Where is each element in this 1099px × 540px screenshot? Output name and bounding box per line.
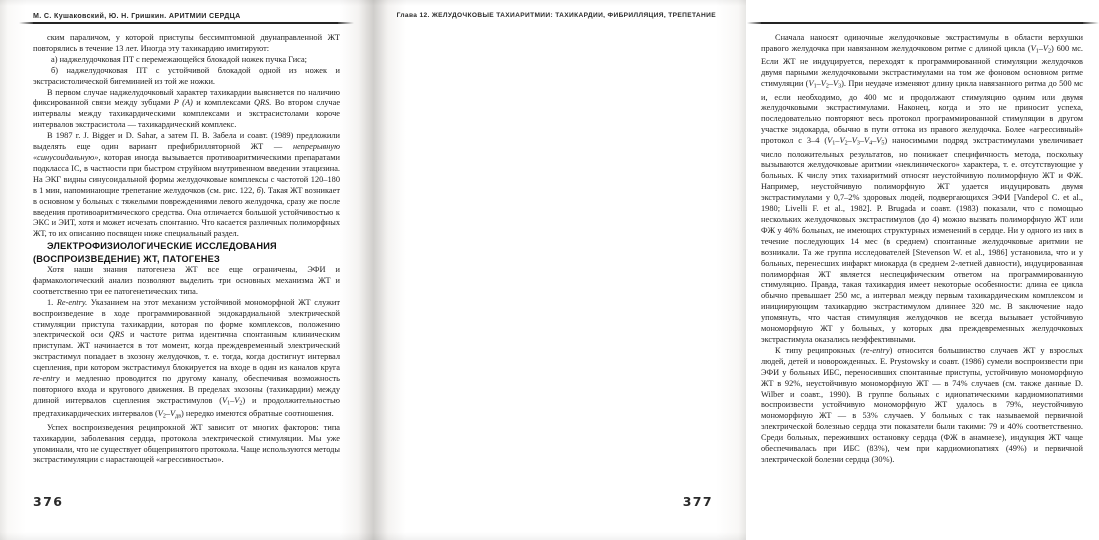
list-item: б) наджелудочковая ПТ с устойчивой блокадой одной из ножек и экстрасистолической бигеминией из той же ножки. [33,65,340,86]
header-rule-right [761,22,1083,24]
folio-right: 377 [682,494,713,509]
paragraph: Хотя наши знания патогенеза ЖТ все еще ограничены, ЭФИ и фармакологический анализ позволяют выделить три основных механизма ЖТ и соответственно три ее патогенетических типа. [33,265,340,296]
emphasis: б [256,185,261,195]
paragraph: 1. Re-entry. Указанием на этот механизм устойчивой мономорфной ЖТ служит воспроизведение в ходе программированной эндокардиальной электрической стимуляции приступа тахикардии, которая по форме комплексов, положению электрической оси QRS и частоте ритма идентична спонтанным клиническим приступам. ЖТ начинается в тот момент, когда преждевременный электрический экстрастимул попадает в эхозону желудочков, т. е. тогда, когда достигнут интервал сцепления, при котором экстрастимул блокируется на входе в один из каналов круга re-entry и медленно проводится по другому каналу, обеспечивая возможность повторного входа и кругового движения. В пределах эхозоны (тахикардии) между длиной интервалов сцепления экстрастимулов $(V_1-V_2)$ и продолжительностью предтахикардических интервалов $(V_2-V_{дв})$ нередко имеются обратные соотношения. [33,297,341,420]
left-page-text-column [33,33,340,466]
paragraph: В 1987 г. J. Bigger и D. Sahar, а затем П. В. Забела и соавт. (1989) предложили выделять еще один вариант префибрилляторной ЖТ — непрерывную «синусоидальную», которая иногда вызывается противоаритмическими препаратами подкласса IC, в частности при быстром струйном внутривенном введении этацизина. На ЭКГ видны синусоидальной формы желудочковые комплексы с частотой 120–180 в 1 мин, напоминающие трепетание желудочков (см. рис. 122, б). Такая ЖТ возникает в основном у больных с тяжелыми повреждениями левого желудочка, сразу же после введения противоаритмического средства. Она отличается большой устойчивостью к ЭКС и ЭИТ, хотя и может исчезать спонтанно. Что касается различных полиморфных ЖТ, то их описанию посвящен ниже специальный раздел. [33,131,340,239]
list-item: а) наджелудочковая ПТ с перемежающейся блокадой ножек пучка Гиса; [51,54,307,64]
right-page [373,0,1083,540]
emphasis: непрерывную «синусоидальную» [33,142,340,162]
emphasis: re-entry [33,374,60,384]
emphasis: QRS. [254,98,272,108]
paragraph: В первом случае наджелудочковый характер тахикардии выясняется по наличию фиксированной связи между зубцами P (А) и комплексами QRS. Во втором случае интервалы между тахикардическими комплексами и экстрасистолами короче интервалов экстрасистола — тахикардический комплекс. [33,87,341,130]
emphasis: P (А) [173,98,193,108]
left-page [0,0,373,540]
section-heading: ЭЛЕКТРОФИЗИОЛОГИЧЕСКИЕ ИССЛЕДОВАНИЯ (ВОСПРОИЗВЕДЕНИЕ) ЖТ, ПАТОГЕНЕЗ [33,241,277,264]
emphasis: re-entry [863,345,890,355]
folio-left: 376 [33,494,64,509]
paragraph: Сначала наносят одиночные желудочковые экстрастимулы в области верхушки правого желудочка при навязанном желудочковом ритме с длиной цикла $(V_1-V_2)$ 600 мс. Если ЖТ не индуцируется, переходят к программированной стимуляции желудочков двумя парными желудочковыми экстрастимулами на том же фоновом основном ритме стимуляции $(V_1-V_2-V_3)$. При неудаче изменяют длину цикла навязанного ритма до 500 мс и, если необходимо, до 400 мс и продолжают стимуляцию одним или двумя желудочковыми экстрастимулами. Наконец, когда и это не приносит успеха, последовательно повторяют весь протокол программированной стимуляции в другом участке эндокарда, обычно в пути оттока из правого желудочка. Более «агрессивный» протокол с 3–4 $(V_1-V_2-V_3-V_4-V_5)$ наносимыми подряд экстрастимулами увеличивает число положительных результатов, но понижает специфичность метода, поскольку вызываются желудочковые аритмии «неклинического» характера, т. е. отсутствующие у больных. К числу этих тахиаритмий относят неустойчивую полиморфную ЖТ и ФЖ. Например, неустойчивую полиморфную ЖТ удается индуцировать двумя экстрастимулами у 0,7–2% здоровых людей, подвергающихся ЭФИ [Vandepol C. et al., 1980; Livelli F. et al., 1982]. P. Brugada и соавт. (1983) показали, что с помощью нескольких желудочковых экстрастимулов (до 4) можно вызвать полиморфную ЖТ или ФЖ у 46% больных, не имеющих структурных изменений в сердце. Ни у одного из них в течение последующих 14 мес (в среднем) спонтанные желудочковые аритмии не возникали. Та же группа исследователей [Stevenson W. et al., 1986] установила, что и у больных, перенесших инфаркт миокарда (в среднем 2-летней давности), индуцированная полиморфная ЖТ является неспецифическим ответом на программированную стимуляцию. Правда, такая тахикардия имеет некоторые особенности: длина ее цикла обычно превышает 250 мс, а интервал между первым тахикардическим комплексом и инициирующим тахикардию экстрастимулом длиннее 320 мс. В заключение надо упомянуть, что частая стимуляция желудочков не всегда вызывает устойчивую мономорфную ЖТ у больных, у которых два преждевременных желудочковых экстрастимула оказались неэффективными. [761,33,1083,344]
paragraph: ским параличом, у которой приступы бессимптомной двунаправленной ЖТ повторялись в течение 13 лет. Иногда эту тахикардию имитируют: [33,33,340,53]
emphasis: Re-entry. [56,297,88,307]
paragraph: К типу реципрокных (re-entry) относится большинство случаев ЖТ у взрослых людей, детей и новорожденных. E. Prystowsky и соавт. (1986) сумели воспроизвести при ЭФИ у больных ИБС, переносивших спонтанные приступы, устойчивую мономорфную ЖТ в 92%, неустойчивую мономорфную ЖТ — в 74% случаев (см. также данные D. Wilber и соавт., 1990). В группе больных с идиопатическими кардиомиопатиями воспроизвести устойчивую мономорфную ЖТ удалось в 79%, неустойчивую мономорфную ЖТ — в 53% случаев. У больных с так называемой первичной электрической болезнью сердца эти показатели были такими: 79 и 40% соответственно. Среди больных, переживших остановку сердца (ФЖ в анамнезе), индукция ЖТ чаще обеспечивалась при ИБС (83%), чем при кардиомиопатиях (49%) и первичной электрической болезни сердца (30%). [761,345,1083,464]
emphasis: QRS [108,330,125,340]
header-rule-left [33,22,338,24]
running-head-right: Глава 12. ЖЕЛУДОЧКОВЫЕ ТАХИАРИТМИИ: ТАХИКАРДИИ, ФИБРИЛЛЯЦИЯ, ТРЕПЕТАНИЕ [396,12,716,19]
right-page-text-column [761,33,1083,466]
running-head-left: М. С. Кушаковский, Ю. Н. Гришкин. АРИТМИИ СЕРДЦА [33,12,241,20]
paragraph: Успех воспроизведения реципрокной ЖТ зависит от многих факторов: типа тахикардии, заболевания сердца, протокола электрической стимуляции. Мы уже упоминали, что не существует общепринятого протокола. Чаще используются методы экстрастимуляции с нарастающей «агрессивностью». [33,422,340,465]
